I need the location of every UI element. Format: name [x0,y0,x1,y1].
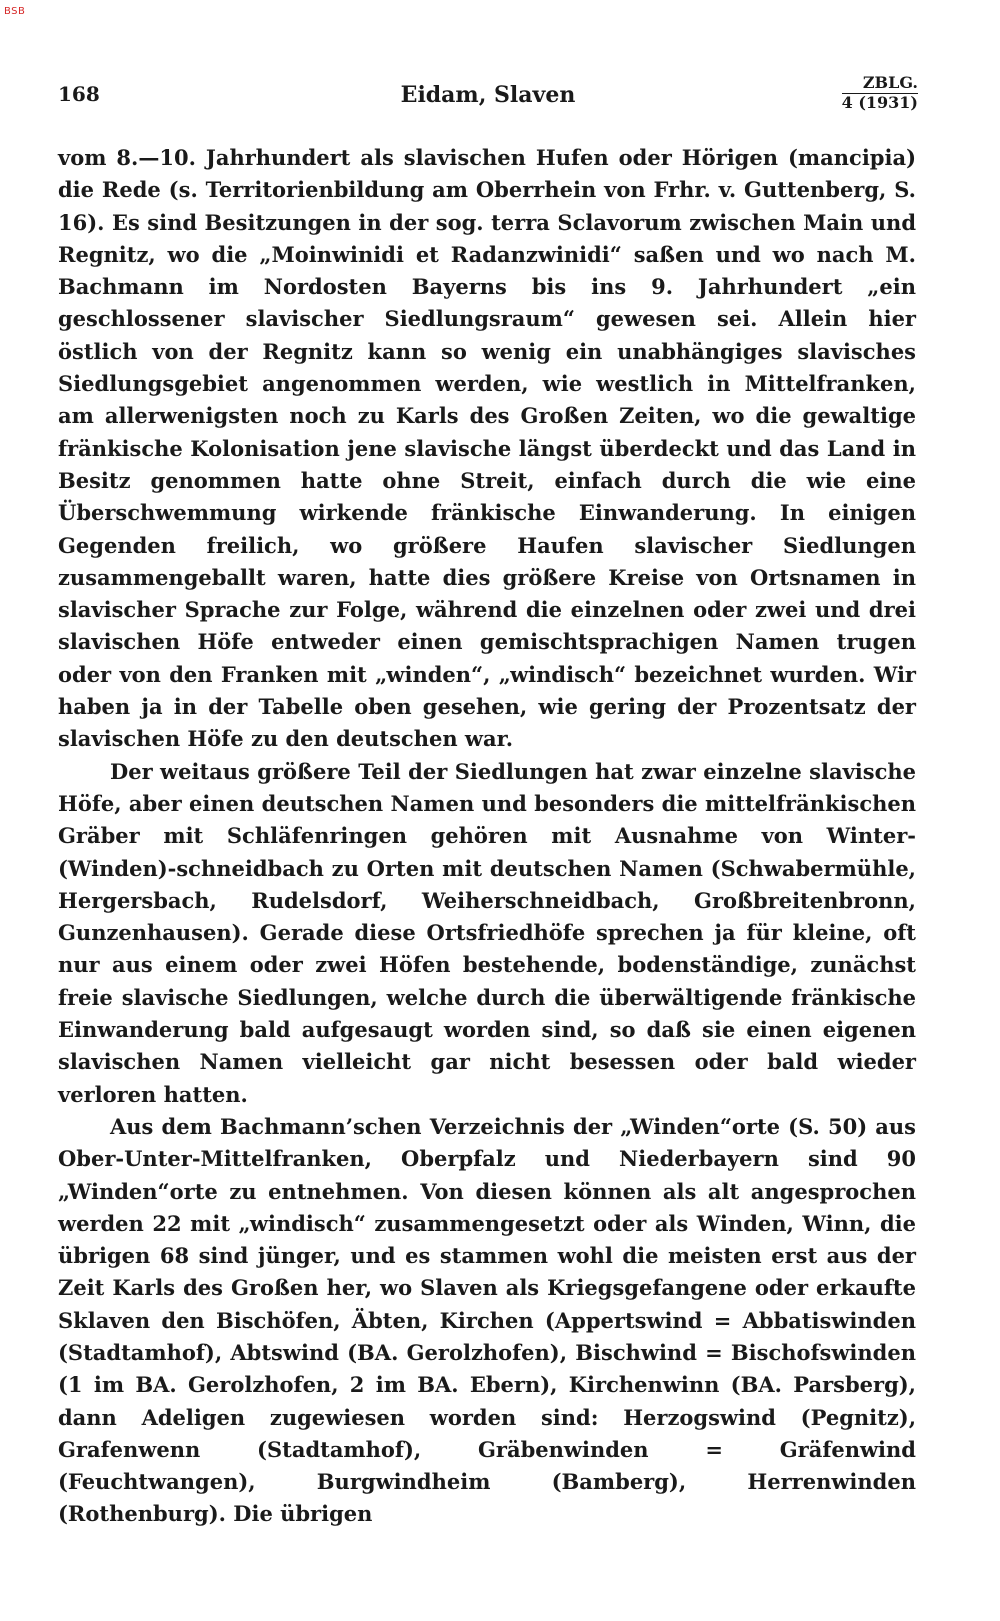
library-watermark: BSB [4,6,26,17]
page-header [58,62,918,122]
paragraph-2: Der weitaus größere Teil der Siedlungen hat zwar einzelne slavische Höfe, aber einen deutschen Namen und besonders die mittelfränkischen Gräber mit Schläfenringen gehören mit Ausnahme von Winter-(Winden)-schneidbach zu Orten mit deutschen Namen (Schwabermühle, Hergersbach, Rudelsdorf, Weiherschneidbach, Großbreitenbronn, Gunzenhausen). Gerade diese Ortsfriedhöfe sprechen ja für kleine, oft nur aus einem oder zwei Höfen bestehende, bodenständige, zunächst freie slavische Siedlungen, welche durch die überwältigende fränkische Einwanderung bald aufgesaugt worden sind, so daß sie einen eigenen slavischen Namen vielleicht gar nicht besessen oder bald wieder verloren hatten. [58,758,916,1107]
running-title: Eidam, Slaven [400,82,576,108]
journal-abbreviation: ZBLG. [842,74,918,94]
paragraph-1: vom 8.—10. Jahrhundert als slavischen Hufen oder Hörigen (mancipia) die Rede (s. Territorienbildung am Oberrhein von Frhr. v. Guttenberg, S. 16). Es sind Besitzungen in der sog. terra Sclavorum zwischen Main und Regnitz, wo die „Moinwinidi et Radanzwinidi“ saßen und wo nach M. Bachmann im Nordosten Bayerns bis ins 9. Jahrhundert „ein geschlossener slavischer Siedlungsraum“ gewesen sei. Allein hier östlich von der Regnitz kann so wenig ein unabhängiges slavisches Siedlungsgebiet angenommen werden, wie westlich in Mittelfranken, am allerwenigsten noch zu Karls des Großen Zeiten, wo die gewaltige fränkische Kolonisation jene slavische längst überdeckt und das Land in Besitz genommen hatte ohne Streit, einfach durch die wie eine Überschwemmung wirkende fränkische Einwanderung. In einigen Gegenden freilich, wo größere Haufen slavischer Siedlungen zusammengeballt waren, hatte dies größere Kreise von Ortsnamen in slavischer Sprache zur Folge, während die einzelnen oder zwei und drei slavischen Höfe entweder einen gemischtsprachigen Namen trugen oder von den Franken mit „winden“, „windisch“ bezeichnet wurden. Wir haben ja in der Tabelle oben gesehen, wie gering der Prozentsatz der slavischen Höfe zu den deutschen war. [58,145,916,752]
body-text [58,142,916,1531]
journal-volume: 4 (1931) [841,93,918,113]
paragraph-3: Aus dem Bachmann’schen Verzeichnis der „Winden“orte (S. 50) aus Ober-Unter-Mittelfranken, Oberpfalz und Niederbayern sind 90 „Winden“orte zu entnehmen. Von diesen können als alt angesprochen werden 22 mit „windisch“ zusammengesetzt oder als Winden, Winn, die übrigen 68 sind jünger, und es stammen wohl die meisten erst aus der Zeit Karls des Großen her, wo Slaven als Kriegsgefangene oder erkaufte Sklaven den Bischöfen, Äbten, Kirchen (Appertswind = Abbatiswinden (Stadtamhof), Abtswind (BA. Gerolzhofen), Bischwind = Bischofswinden (1 im BA. Gerolzhofen, 2 im BA. Ebern), Kirchenwinn (BA. Parsberg), dann Adeligen zugewiesen worden sind: Herzogswind (Pegnitz), Grafenwenn (Stadtamhof), Gräbenwinden = Gräfenwind (Feuchtwangen), Burgwindheim (Bamberg), Herrenwinden (Rothenburg). Die übrigen [58,1113,916,1527]
journal-reference [842,74,918,113]
page-number: 168 [58,82,100,106]
